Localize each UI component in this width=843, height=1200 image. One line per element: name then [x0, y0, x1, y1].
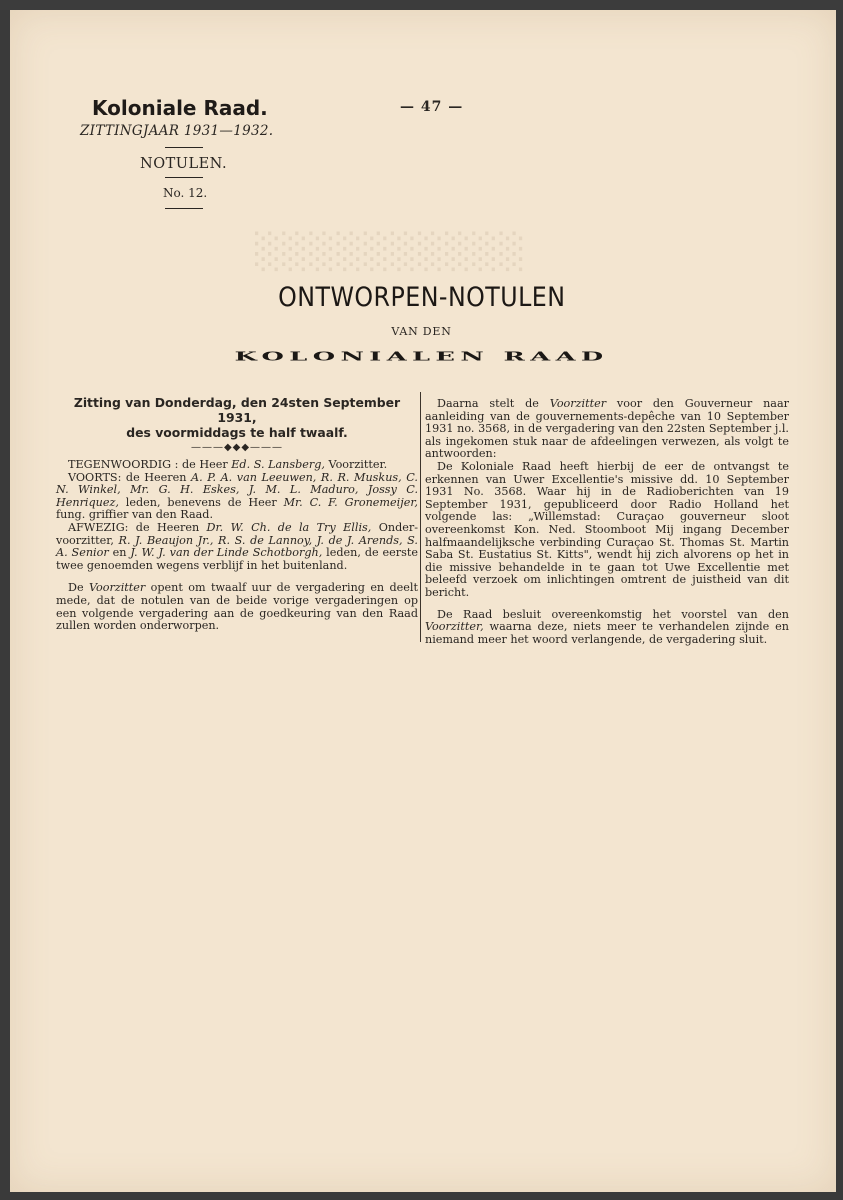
bleed-through-ghost: ░░░░░░░░░░: [255, 232, 527, 272]
right-column: [425, 398, 789, 646]
page-number: — 47 —: [400, 99, 464, 115]
role: Voorzitter,: [425, 620, 484, 634]
left-column: [56, 395, 418, 633]
name: Mr. C. F. Gronemeijer,: [283, 495, 418, 509]
text: De Raad besluit overeenkomstig het voorstel van den: [437, 607, 789, 621]
text: leden, benevens de Heer: [118, 495, 284, 509]
name: Ed. S. Lansberg,: [231, 458, 325, 471]
header-rule: [165, 208, 203, 209]
absent-paragraph: [56, 522, 418, 572]
letter-paragraph: De Koloniale Raad heeft hierbij de eer de ontvangst te erkennen van Uwer Excellentie's missive dd. 10 September 1931 No. 3568. Waar hij in de Radioberichten van 19 September 1931, gepubliceerd door Radio Holland het volgende las: „Willemstad: Curaçao gouverneur sloot overeenkomst Kon. Ned. Stoomboot Mij ingang December halfmaandelijksche verbinding Curaçao St. Thomas St. Martin Saba St. Eustatius St. Kitts", wendt hij zich alvorens op het in die missive behandelde in te gaan tot Uwe Excellentie met beleefd verzoek om inlichtingen omtrent de juistheid van dit bericht.: [425, 459, 789, 599]
council-title-text: KOLONIALEN RAAD: [234, 350, 609, 364]
opening-paragraph: [56, 582, 418, 632]
text: voor den Gouverneur naar aanleiding van de gouvernements-depêche van 10 September 1931 no. 3568, in de vergadering van den 22sten September j.l. als ingekomen stuk naar de afdeelingen verwezen, als volgt te antwoorden:: [425, 397, 789, 461]
section-label: NOTULEN.: [140, 156, 228, 172]
text: leden, de eerste twee genoemden wegens verblijf in het buitenland.: [56, 546, 418, 572]
name: Dr. W. Ch. de la Try Ellis,: [206, 520, 372, 534]
text: fung. griffier van den Raad.: [56, 508, 213, 522]
text: VOORTS: de Heeren: [68, 470, 191, 484]
session-heading-line: des voormiddags te half twaalf.: [126, 425, 348, 440]
text: Voorzitter.: [324, 458, 388, 471]
council-name-header: Koloniale Raad.: [92, 96, 268, 120]
document-number: No. 12.: [163, 186, 208, 200]
column-divider: [420, 392, 421, 642]
also-present-paragraph: [56, 472, 418, 522]
text: en: [108, 546, 131, 560]
text: TEGENWOORDIG : de Heer: [68, 458, 232, 471]
subtitle-van-den: VAN DEN: [391, 325, 452, 338]
header-rule: [165, 177, 203, 178]
session-heading-line: Zitting van Donderdag, den 24sten September 1931,: [73, 395, 401, 425]
text: Daarna stelt de: [437, 397, 550, 410]
text: waarna deze, niets meer te verhandelen zijnde en niemand meer het woord verlangende, de vergadering sluit.: [425, 620, 789, 646]
header-rule: [165, 147, 203, 148]
text: De: [68, 581, 89, 595]
scanner-frame: [0, 0, 843, 10]
ornament-divider: [56, 442, 418, 454]
session-year: ZITTINGJAAR 1931—1932.: [80, 123, 274, 139]
name: J. W. J. van der Linde Schotborgh,: [130, 546, 323, 560]
text: Onder-voorzitter,: [56, 520, 419, 547]
role: Voorzitter: [88, 581, 146, 595]
session-heading: [56, 395, 418, 440]
text: AFWEZIG: de Heeren: [68, 520, 207, 534]
text: opent om twaalf uur de vergadering en deelt mede, dat de notulen van de beide vorige vergaderingen op een volgende vergadering aan de goedkeuring van den Raad zullen worden onderworpen.: [56, 581, 418, 633]
proposal-paragraph: [425, 398, 789, 461]
names: A. P. A. van Leeuwen, R. R. Muskus, C. N. Winkel, Mr. G. H. Eskes, J. M. L. Maduro, Jossy C. Henriquez,: [56, 470, 418, 509]
ornament-glyphs: ———◆◆◆———: [190, 442, 284, 453]
main-title: ONTWORPEN-NOTULEN: [278, 282, 566, 313]
closing-paragraph: [425, 609, 789, 647]
role: Voorzitter: [549, 397, 607, 410]
council-title: [0, 350, 843, 364]
names: R. J. Beaujon Jr., R. S. de Lannoy, J. de J. Arends, S. A. Senior: [56, 533, 418, 560]
